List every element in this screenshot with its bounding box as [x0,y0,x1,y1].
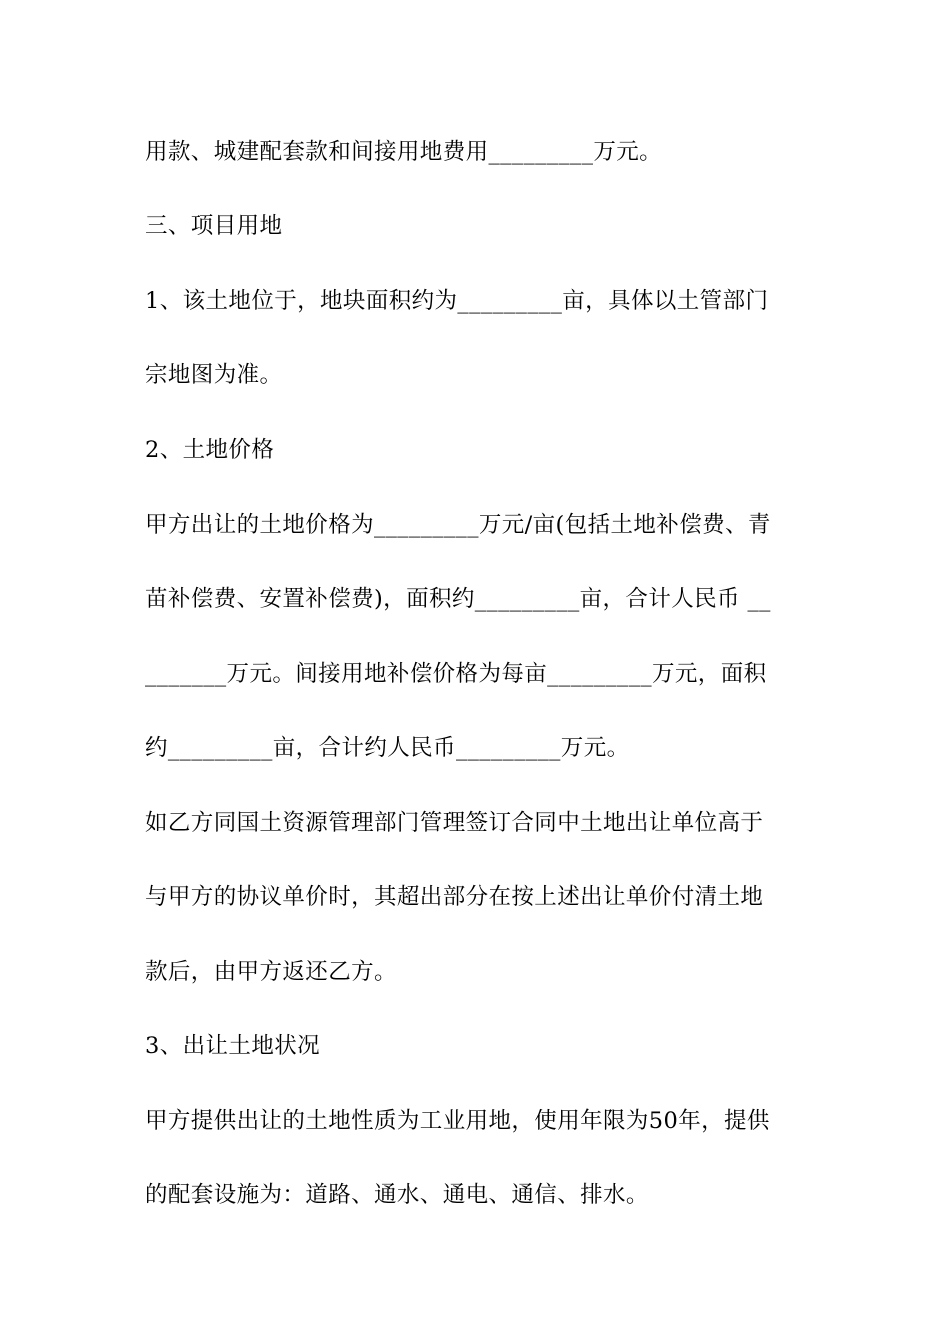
text-line-refund-2: 与甲方的协议单价时，其超出部分在按上述出让单价付清土地 [145,884,764,910]
subheading-land-price: 2、土地价格 [145,437,275,463]
text-line-price-1: 甲方出让的土地价格为_________万元/亩(包括土地补偿费、青 [145,512,771,538]
text-line-status-2: 的配套设施为：道路、通水、通电、通信、排水。 [145,1182,649,1208]
text-line-refund-3: 款后，由甲方返还乙方。 [145,959,397,985]
text-line-refund-1: 如乙方同国土资源管理部门管理签订合同中土地出让单位高于 [145,810,764,836]
text-line-land-location: 1、该土地位于，地块面积约为_________亩，具体以土管部门 [145,288,769,314]
text-line-price-2: 苗补偿费、安置补偿费)，面积约_________亩，合计人民币 __ [145,586,771,612]
text-line-status-1: 甲方提供出让的土地性质为工业用地，使用年限为50年，提供 [145,1108,770,1134]
subheading-land-status: 3、出让土地状况 [145,1033,321,1059]
section-heading-land-use: 三、项目用地 [145,213,283,239]
text-line-land-location-cont: 宗地图为准。 [145,362,283,388]
text-line-price-4: 约_________亩，合计约人民币_________万元。 [145,735,630,761]
text-line-fee-total: 用款、城建配套款和间接用地费用_________万元。 [145,139,663,165]
text-line-price-3: _______万元。间接用地补偿价格为每亩_________万元，面积 [145,661,767,687]
